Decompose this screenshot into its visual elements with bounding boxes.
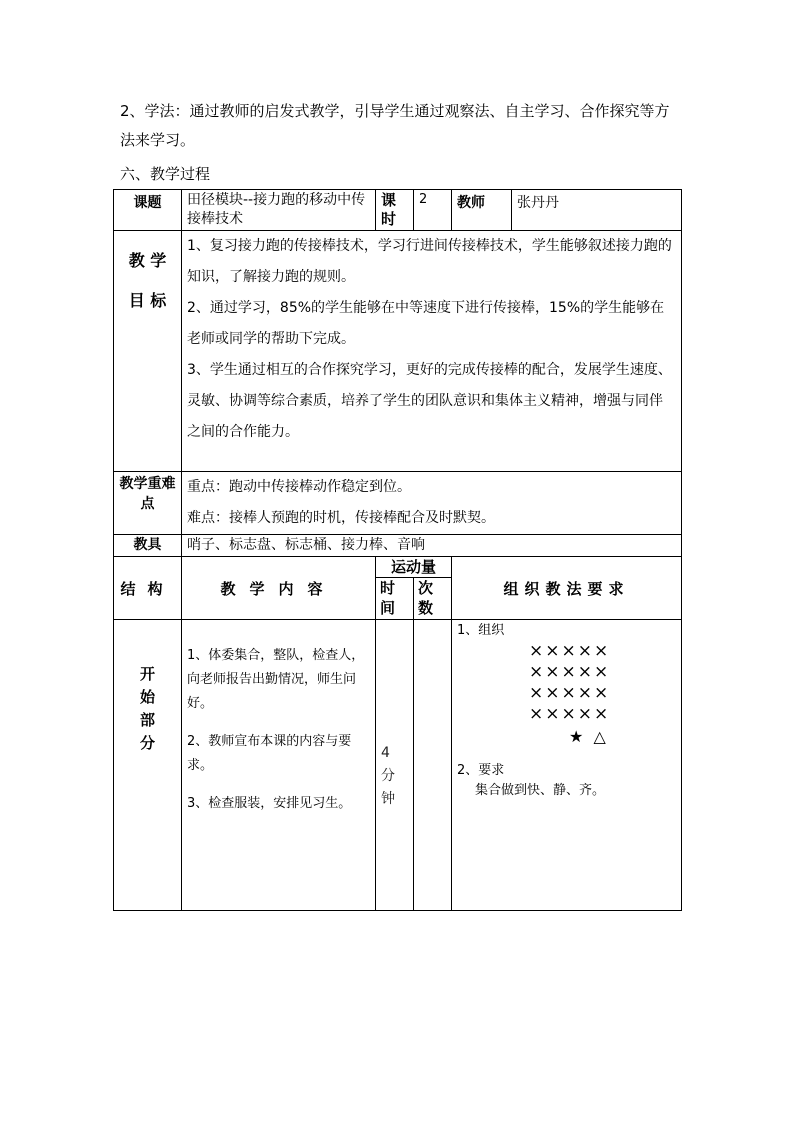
start-part-time: 4分钟	[376, 620, 414, 911]
content-item: 3、检查服装，安排见习生。	[187, 796, 352, 811]
start-part-organize	[452, 620, 682, 911]
equipment-row	[114, 535, 682, 557]
content-item: 1、体委集合，整队，检查人，向老师报告出勤情况，师生问好。	[187, 648, 365, 711]
goal-item: 3、学生通过相互的合作探究学习，更好的完成传接棒的配合，发展学生速度、灵敏、协调等综合素质，培养了学生的团队意识和集体主义精神，增强与同伴之间的合作能力。	[187, 362, 672, 440]
key-points-row	[114, 472, 682, 535]
difficult-point: 难点：接棒人预跑的时机，传接棒配合及时默契。	[187, 510, 495, 526]
formation-row: ×××××	[529, 704, 611, 724]
goals-cell	[182, 231, 682, 472]
formation-row: ×××××	[529, 662, 611, 682]
topic-value: 田径模块--接力跑的移动中传接棒技术	[182, 190, 376, 231]
start-part-count	[414, 620, 452, 911]
content-header: 教学内容	[182, 557, 376, 620]
formation-row: ×××××	[529, 683, 611, 703]
key-label: 教学重难点	[114, 472, 182, 535]
teacher-label: 教师	[452, 190, 512, 231]
goals-row	[114, 231, 682, 472]
equipment-label: 教具	[114, 535, 182, 557]
structure-header: 结构	[114, 557, 182, 620]
start-part-content	[182, 620, 376, 911]
organize-header: 组织教法要求	[452, 557, 682, 620]
equipment-value: 哨子、标志盘、标志桶、接力棒、音响	[182, 535, 682, 557]
topic-row	[114, 190, 682, 231]
teacher-value: 张丹丹	[512, 190, 682, 231]
formation-diagram	[529, 641, 676, 749]
load-header: 运动量	[376, 557, 452, 578]
start-part-label: 开始部分	[114, 620, 182, 911]
topic-label: 课题	[114, 190, 182, 231]
hours-label: 课时	[376, 190, 414, 231]
goal-item: 2、通过学习，85%的学生能够在中等速度下进行传接棒，15%的学生能够在老师或同学的帮助下完成。	[187, 300, 665, 347]
teacher-marker-star-triangle: ★ △	[569, 727, 606, 746]
organize-title: 1、组织	[457, 623, 505, 638]
count-header: 次数	[414, 578, 452, 620]
formation-row: ×××××	[529, 641, 611, 661]
time-header: 时间	[376, 578, 414, 620]
structure-header-row	[114, 557, 682, 578]
content-item: 2、教师宣布本课的内容与要求。	[187, 734, 352, 773]
key-point: 重点：跑动中传接棒动作稳定到位。	[187, 479, 411, 495]
goal-item: 1、复习接力跑的传接棒技术，学习行进间传接棒技术，学生能够叙述接力跑的知识，了解接力跑的规则。	[187, 238, 672, 285]
goals-label: 教 学 目 标	[114, 231, 182, 472]
requirement-text: 集合做到快、静、齐。	[475, 783, 606, 798]
start-part-row	[114, 620, 682, 911]
lesson-plan-table	[113, 189, 682, 911]
learning-method-paragraph: 2、学法：通过教师的启发式教学，引导学生通过观察法、自主学习、合作探究等方法来学习。	[120, 102, 670, 149]
requirement-title: 2、要求	[457, 763, 505, 778]
key-points-cell	[182, 472, 682, 535]
section-heading: 六、教学过程	[120, 165, 211, 183]
hours-value: 2	[414, 190, 452, 231]
